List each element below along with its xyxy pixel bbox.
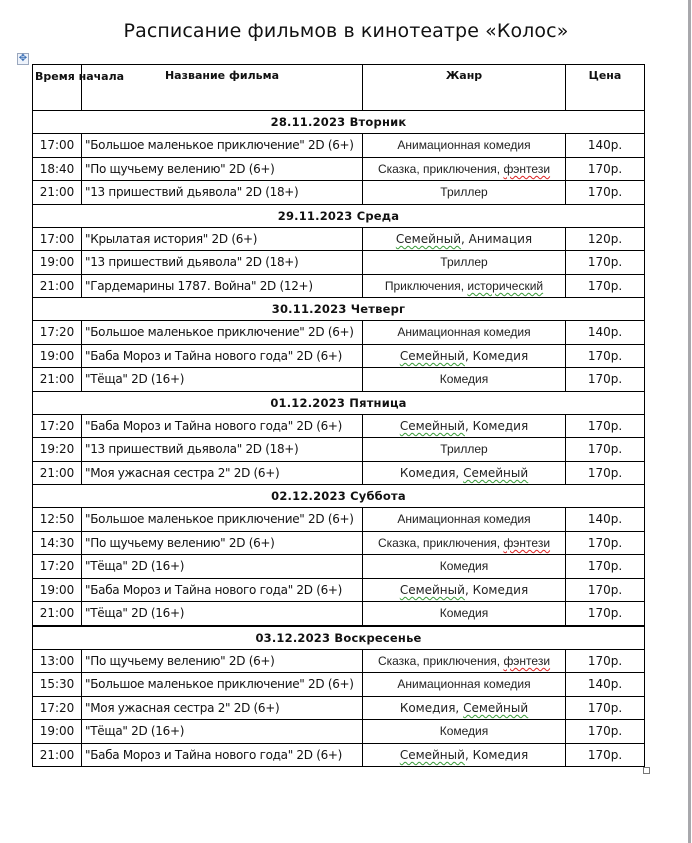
- session-time[interactable]: 21:00: [33, 368, 82, 392]
- table-header-row: [33, 65, 645, 111]
- session-row: [33, 508, 645, 532]
- day-date-label[interactable]: 01.12.2023 Пятница: [33, 391, 645, 414]
- session-price[interactable]: 170р.: [566, 274, 645, 298]
- genre-text: , Комедия: [464, 418, 529, 433]
- session-price[interactable]: 170р.: [566, 696, 645, 720]
- session-film-title[interactable]: "13 пришествий дьявола" 2D (18+): [82, 181, 363, 205]
- session-time[interactable]: 19:00: [33, 720, 82, 744]
- header-time[interactable]: Время начала: [33, 65, 82, 111]
- session-time[interactable]: 21:00: [33, 181, 82, 205]
- session-row: [33, 696, 645, 720]
- session-price[interactable]: 140р.: [566, 321, 645, 345]
- session-film-title[interactable]: "Баба Мороз и Тайна нового года" 2D (6+): [82, 344, 363, 368]
- session-film-title[interactable]: "13 пришествий дьявола" 2D (18+): [82, 438, 363, 462]
- session-film-title[interactable]: "Баба Мороз и Тайна нового года" 2D (6+): [82, 578, 363, 602]
- schedule-table: [32, 64, 645, 767]
- session-time[interactable]: 14:30: [33, 531, 82, 555]
- day-header-row: [33, 626, 645, 650]
- session-genre[interactable]: [363, 414, 566, 438]
- session-film-title[interactable]: "Тёща" 2D (16+): [82, 555, 363, 579]
- session-price[interactable]: 120р.: [566, 227, 645, 251]
- session-genre[interactable]: [363, 274, 566, 298]
- day-date-label[interactable]: 02.12.2023 Суббота: [33, 485, 645, 508]
- session-row: [33, 438, 645, 462]
- session-film-title[interactable]: "Моя ужасная сестра 2" 2D (6+): [82, 696, 363, 720]
- session-genre[interactable]: [363, 649, 566, 673]
- session-time[interactable]: 17:00: [33, 227, 82, 251]
- document-title: Расписание фильмов в кинотеатре «Колос»: [123, 20, 569, 42]
- grammar-check-word: Семейный: [463, 700, 529, 715]
- session-film-title[interactable]: "Тёща" 2D (16+): [82, 602, 363, 626]
- session-genre[interactable]: [363, 227, 566, 251]
- session-time[interactable]: 17:20: [33, 321, 82, 345]
- session-time[interactable]: 21:00: [33, 602, 82, 626]
- session-row: [33, 414, 645, 438]
- session-time[interactable]: 19:00: [33, 344, 82, 368]
- genre-text: Приключения,: [384, 278, 468, 293]
- day-date-label[interactable]: 03.12.2023 Воскресенье: [33, 626, 645, 650]
- table-resize-handle[interactable]: [643, 767, 650, 774]
- grammar-check-word: Семейный: [399, 582, 465, 597]
- session-genre[interactable]: Триллер: [363, 251, 566, 275]
- session-price[interactable]: 140р.: [566, 673, 645, 697]
- session-price[interactable]: 170р.: [566, 578, 645, 602]
- session-genre[interactable]: [363, 743, 566, 767]
- session-price[interactable]: 170р.: [566, 743, 645, 767]
- session-price[interactable]: 170р.: [566, 531, 645, 555]
- session-price[interactable]: 170р.: [566, 649, 645, 673]
- session-price[interactable]: 170р.: [566, 344, 645, 368]
- session-time[interactable]: 17:20: [33, 555, 82, 579]
- session-row: [33, 134, 645, 158]
- session-genre[interactable]: Триллер: [363, 438, 566, 462]
- session-row: [33, 368, 645, 392]
- session-time[interactable]: 19:00: [33, 251, 82, 275]
- day-header-row: [33, 111, 645, 134]
- genre-text: Сказка, приключения,: [377, 535, 504, 550]
- session-film-title[interactable]: "Баба Мороз и Тайна нового года" 2D (6+): [82, 743, 363, 767]
- session-film-title[interactable]: "Баба Мороз и Тайна нового года" 2D (6+): [82, 414, 363, 438]
- session-genre[interactable]: Анимационная комедия: [363, 321, 566, 345]
- day-header-row: [33, 391, 645, 414]
- session-row: [33, 227, 645, 251]
- session-time[interactable]: 18:40: [33, 157, 82, 181]
- grammar-check-word: исторический: [467, 278, 544, 293]
- session-price[interactable]: 170р.: [566, 438, 645, 462]
- spellcheck-word: фэнтези: [503, 535, 551, 550]
- session-time[interactable]: 17:20: [33, 414, 82, 438]
- session-price[interactable]: 170р.: [566, 251, 645, 275]
- session-row: [33, 555, 645, 579]
- session-genre[interactable]: Комедия: [363, 368, 566, 392]
- session-row: [33, 251, 645, 275]
- session-row: [33, 274, 645, 298]
- session-film-title[interactable]: "Моя ужасная сестра 2" 2D (6+): [82, 461, 363, 485]
- session-price[interactable]: 170р.: [566, 414, 645, 438]
- session-price[interactable]: 140р.: [566, 134, 645, 158]
- session-price[interactable]: 170р.: [566, 602, 645, 626]
- day-header-row: [33, 298, 645, 321]
- header-price[interactable]: Цена: [566, 65, 645, 111]
- session-row: [33, 531, 645, 555]
- session-row: [33, 578, 645, 602]
- session-genre[interactable]: [363, 461, 566, 485]
- genre-text: , Комедия: [464, 582, 529, 597]
- table-move-handle-icon[interactable]: ✥: [18, 53, 28, 64]
- spellcheck-word: фэнтези: [503, 653, 551, 668]
- session-film-title[interactable]: "Тёща" 2D (16+): [82, 720, 363, 744]
- session-row: [33, 720, 645, 744]
- session-time[interactable]: 21:00: [33, 274, 82, 298]
- grammar-check-word: Семейный: [399, 348, 465, 363]
- session-genre[interactable]: Анимационная комедия: [363, 508, 566, 532]
- session-price[interactable]: 170р.: [566, 555, 645, 579]
- session-film-title[interactable]: "13 пришествий дьявола" 2D (18+): [82, 251, 363, 275]
- session-row: [33, 743, 645, 767]
- session-time[interactable]: 13:00: [33, 649, 82, 673]
- session-time[interactable]: 17:00: [33, 134, 82, 158]
- grammar-check-word: Семейный: [395, 231, 462, 246]
- session-time[interactable]: 19:20: [33, 438, 82, 462]
- session-price[interactable]: 140р.: [566, 508, 645, 532]
- grammar-check-word: Семейный: [463, 465, 529, 480]
- day-date-label[interactable]: 30.11.2023 Четверг: [33, 298, 645, 321]
- day-date-label[interactable]: 29.11.2023 Среда: [33, 204, 645, 227]
- session-row: [33, 181, 645, 205]
- session-genre[interactable]: Комедия: [363, 602, 566, 626]
- session-genre[interactable]: [363, 696, 566, 720]
- session-genre[interactable]: [363, 578, 566, 602]
- day-header-row: [33, 485, 645, 508]
- genre-text: Сказка, приключения,: [377, 161, 504, 176]
- session-film-title[interactable]: "Тёща" 2D (16+): [82, 368, 363, 392]
- header-film[interactable]: Название фильма: [82, 65, 363, 111]
- session-row: [33, 461, 645, 485]
- session-genre[interactable]: [363, 344, 566, 368]
- session-genre[interactable]: Комедия: [363, 555, 566, 579]
- session-time[interactable]: 19:00: [33, 578, 82, 602]
- session-time[interactable]: 21:00: [33, 743, 82, 767]
- session-genre[interactable]: [363, 157, 566, 181]
- grammar-check-word: Семейный: [399, 418, 465, 433]
- genre-text: , Комедия: [464, 747, 529, 762]
- session-film-title[interactable]: "Крылатая история" 2D (6+): [82, 227, 363, 251]
- session-price[interactable]: 170р.: [566, 181, 645, 205]
- session-row: [33, 649, 645, 673]
- session-genre[interactable]: Анимационная комедия: [363, 673, 566, 697]
- genre-text: , Комедия: [464, 348, 529, 363]
- header-genre[interactable]: Жанр: [363, 65, 566, 111]
- session-film-title[interactable]: "Гардемарины 1787. Война" 2D (12+): [82, 274, 363, 298]
- spellcheck-word: фэнтези: [503, 161, 551, 176]
- session-price[interactable]: 170р.: [566, 157, 645, 181]
- session-time[interactable]: 17:20: [33, 696, 82, 720]
- session-time[interactable]: 21:00: [33, 461, 82, 485]
- genre-text: Комедия,: [399, 700, 464, 715]
- session-row: [33, 344, 645, 368]
- session-film-title[interactable]: "По щучьему велению" 2D (6+): [82, 531, 363, 555]
- schedule-body: [33, 111, 645, 767]
- session-time[interactable]: 12:50: [33, 508, 82, 532]
- session-film-title[interactable]: "Большое маленькое приключение" 2D (6+): [82, 508, 363, 532]
- genre-text: , Анимация: [461, 231, 533, 246]
- session-row: [33, 602, 645, 626]
- session-genre[interactable]: [363, 531, 566, 555]
- session-genre[interactable]: Триллер: [363, 181, 566, 205]
- genre-text: Комедия,: [399, 465, 464, 480]
- session-film-title[interactable]: "По щучьему велению" 2D (6+): [82, 157, 363, 181]
- session-price[interactable]: 170р.: [566, 720, 645, 744]
- session-price[interactable]: 170р.: [566, 461, 645, 485]
- genre-text: Сказка, приключения,: [377, 653, 504, 668]
- session-genre[interactable]: Анимационная комедия: [363, 134, 566, 158]
- page-edge: [688, 0, 691, 843]
- session-film-title[interactable]: "Большое маленькое приключение" 2D (6+): [82, 134, 363, 158]
- session-row: [33, 157, 645, 181]
- session-row: [33, 321, 645, 345]
- session-genre[interactable]: Комедия: [363, 720, 566, 744]
- session-price[interactable]: 170р.: [566, 368, 645, 392]
- session-film-title[interactable]: "По щучьему велению" 2D (6+): [82, 649, 363, 673]
- session-row: [33, 673, 645, 697]
- day-date-label[interactable]: 28.11.2023 Вторник: [33, 111, 645, 134]
- session-film-title[interactable]: "Большое маленькое приключение" 2D (6+): [82, 673, 363, 697]
- day-header-row: [33, 204, 645, 227]
- grammar-check-word: Семейный: [399, 747, 465, 762]
- session-time[interactable]: 15:30: [33, 673, 82, 697]
- session-film-title[interactable]: "Большое маленькое приключение" 2D (6+): [82, 321, 363, 345]
